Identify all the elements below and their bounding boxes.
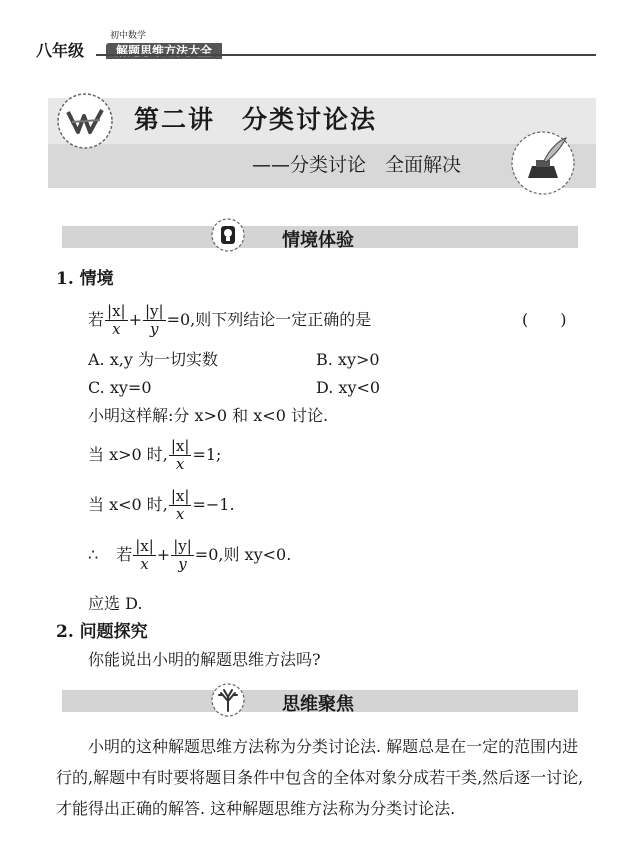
chapter-subtitle: ——分类讨论 全面解决	[252, 154, 462, 176]
xiaoming-line: 小明这样解:分 x>0 和 x<0 讨论.	[88, 406, 329, 425]
concl-plus: +	[156, 545, 171, 564]
focus-title: 思维聚焦	[282, 694, 354, 715]
case1-prefix: 当 x>0 时,	[88, 445, 168, 464]
chapter-badge-icon	[56, 92, 114, 150]
explore-question: 你能说出小明的解题思维方法吗?	[88, 650, 321, 669]
should-choose: 应选 D.	[88, 594, 143, 613]
case1-var-x: x	[175, 455, 185, 473]
option-b: B. xy>0	[316, 350, 380, 369]
concl-fraction-y	[171, 538, 194, 573]
chapter-title: 第二讲 分类讨论法	[134, 105, 378, 134]
concl-var-x: x	[140, 555, 149, 573]
abs-x: |x|	[107, 302, 126, 320]
grade-label: 八年级	[36, 41, 85, 60]
q-prefix: 若	[88, 310, 105, 329]
series-label: 初中数学	[110, 31, 147, 41]
question-line	[88, 303, 371, 338]
book-title: 解题思维方法大全	[106, 43, 222, 59]
case1-abs-x: |x|	[170, 437, 190, 455]
focus-paragraph: 小明的这种解题思维方法称为分类讨论法. 解题总是在一定的范围内进行的,解题中有时要将题目条件中包含的全体对象分成若干类,然后逐一讨论,才能得出正确的解答. 这种解题思维方法称为分类讨论法.	[56, 737, 584, 818]
concl-suffix: =0,则 xy<0.	[194, 545, 292, 564]
case2-fraction	[169, 488, 192, 523]
concl-prefix: 若	[116, 545, 133, 564]
option-d: D. xy<0	[316, 378, 381, 397]
var-y: y	[150, 320, 159, 338]
lightbulb-icon	[211, 218, 245, 252]
case2-abs-x: |x|	[170, 487, 190, 505]
fraction-x	[105, 303, 128, 338]
therefore-sign: ∴	[88, 545, 99, 564]
heading-explore: 2. 问题探究	[56, 622, 148, 642]
case1-suffix: =1;	[192, 445, 222, 464]
concl-abs-y: |y|	[173, 537, 192, 555]
answer-paren: ( )	[522, 310, 567, 329]
case2-var-x: x	[175, 505, 185, 523]
concl-abs-x: |x|	[135, 537, 154, 555]
case2-prefix: 当 x<0 时,	[88, 495, 168, 514]
inkwell-quill-icon	[510, 130, 576, 196]
q-suffix: =0,则下列结论一定正确的是	[166, 310, 372, 329]
concl-var-y: y	[178, 555, 187, 573]
fraction-y	[143, 303, 166, 338]
conclusion-line	[88, 538, 291, 573]
option-a: A. x,y 为一切实数	[88, 350, 218, 369]
tree-icon	[211, 683, 245, 717]
var-x: x	[112, 320, 121, 338]
case1-line	[88, 438, 221, 473]
plus-sign: +	[128, 310, 142, 329]
option-c: C. xy=0	[88, 378, 152, 397]
case1-fraction	[169, 438, 192, 473]
concl-fraction-x	[133, 538, 156, 573]
header-rule	[96, 54, 596, 56]
case2-line	[88, 488, 235, 523]
abs-y: |y|	[145, 302, 164, 320]
case2-suffix: =−1.	[192, 495, 235, 514]
experience-title: 情境体验	[282, 230, 354, 251]
heading-situation: 1. 情境	[56, 269, 114, 289]
